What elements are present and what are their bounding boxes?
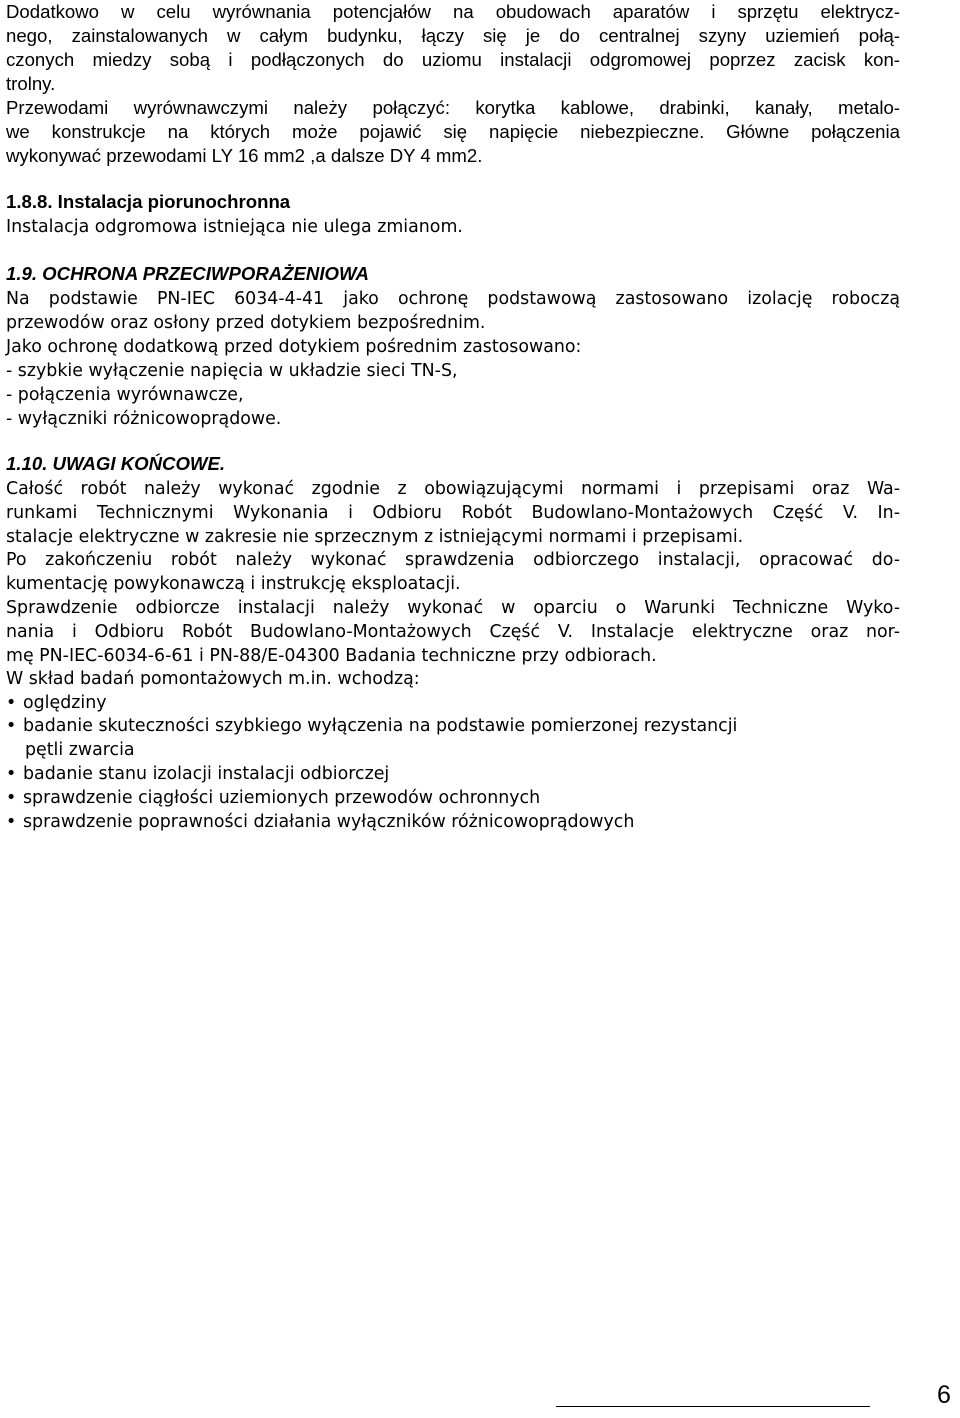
text-line: Sprawdzenie odbiorcze instalacji należy wykonać w oparciu o Warunki Techniczne Wyko- [6, 598, 900, 618]
bullet-icon: • [6, 812, 17, 832]
section-heading: 1.10. UWAGI KOŃCOWE. [6, 453, 226, 474]
text-line: mę PN-IEC-6034-6-61 i PN-88/E-04300 Badania techniczne przy odbiorach. [6, 646, 657, 666]
text-line: Całość robót należy wykonać zgodnie z obowiązującymi normami i przepisami oraz Wa- [6, 479, 900, 499]
bullet-text: sprawdzenie poprawności działania wyłączników różnicowoprądowych [23, 812, 635, 832]
text-line: Dodatkowo w celu wyrównania potencjałów na obudowach aparatów i sprzętu elektrycz- [6, 1, 900, 22]
bullet-item [6, 714, 737, 738]
bullet-text: badanie skuteczności szybkiego wyłączenia na podstawie pomierzonej rezystancji [23, 716, 738, 736]
page-number: 6 [937, 1381, 951, 1409]
text-line: runkami Technicznymi Wykonania i Odbioru Robót Budowlano-Montażowych Część V. In- [6, 503, 900, 523]
bullet-text: badanie stanu izolacji instalacji odbiorczej [23, 764, 390, 784]
text-line: Instalacja odgromowa istniejąca nie ulega zmianom. [6, 217, 463, 237]
bullet-icon: • [6, 693, 17, 713]
bullet-continuation: pętli zwarcia [25, 740, 135, 760]
text-line: Przewodami wyrównawczymi należy połączyć: korytka kablowe, drabinki, kanały, metalo- [6, 97, 900, 118]
bullet-text: sprawdzenie ciągłości uziemionych przewodów ochronnych [23, 788, 541, 808]
list-item: - wyłączniki różnicowoprądowe. [6, 409, 282, 429]
bullet-icon: • [6, 788, 17, 808]
bullet-item [6, 810, 634, 834]
text-line: Po zakończeniu robót należy wykonać sprawdzenia odbiorczego instalacji, opracować do- [6, 550, 900, 570]
text-line: czonych miedzy sobą i podłączonych do uziomu instalacji odgromowej poprzez zacisk kon- [6, 49, 900, 70]
list-item: - szybkie wyłączenie napięcia w układzie sieci TN-S, [6, 361, 458, 381]
text-line: stalacje elektryczne w zakresie nie sprzecznym z istniejącymi normami i przepisami. [6, 527, 744, 547]
text-line: przewodów oraz osłony przed dotykiem bezpośrednim. [6, 313, 486, 333]
bullet-icon: • [6, 716, 17, 736]
section-heading: 1.9. OCHRONA PRZECIWPORAŻENIOWA [6, 263, 369, 284]
footer-divider [556, 1406, 870, 1407]
text-line: nania i Odbioru Robót Budowlano-Montażowych Część V. Instalacje elektryczne oraz nor- [6, 622, 900, 642]
section-heading: 1.8.8. Instalacja piorunochronna [6, 191, 291, 212]
text-line: W skład badań pomontażowych m.in. wchodzą: [6, 669, 420, 689]
text-line: Na podstawie PN-IEC 6034-4-41 jako ochronę podstawową zastosowano izolację roboczą [6, 289, 900, 309]
text-line: trolny. [6, 73, 56, 94]
list-item: - połączenia wyrównawcze, [6, 385, 244, 405]
text-line: Jako ochronę dodatkową przed dotykiem pośrednim zastosowano: [6, 337, 582, 357]
text-line: nego, zainstalowanych w całym budynku, łączy się je do centralnej szyny uziemień połą- [6, 25, 900, 46]
bullet-text: oględziny [23, 693, 107, 713]
bullet-item [6, 786, 540, 810]
text-line: wykonywać przewodami LY 16 mm2 ,a dalsze DY 4 mm2. [6, 145, 483, 166]
bullet-item [6, 762, 389, 786]
text-line: kumentację powykonawczą i instrukcję eksploatacji. [6, 574, 461, 594]
text-line: we konstrukcje na których może pojawić się napięcie niebezpieczne. Główne połączenia [6, 121, 900, 142]
bullet-item [6, 691, 107, 715]
bullet-icon: • [6, 764, 17, 784]
